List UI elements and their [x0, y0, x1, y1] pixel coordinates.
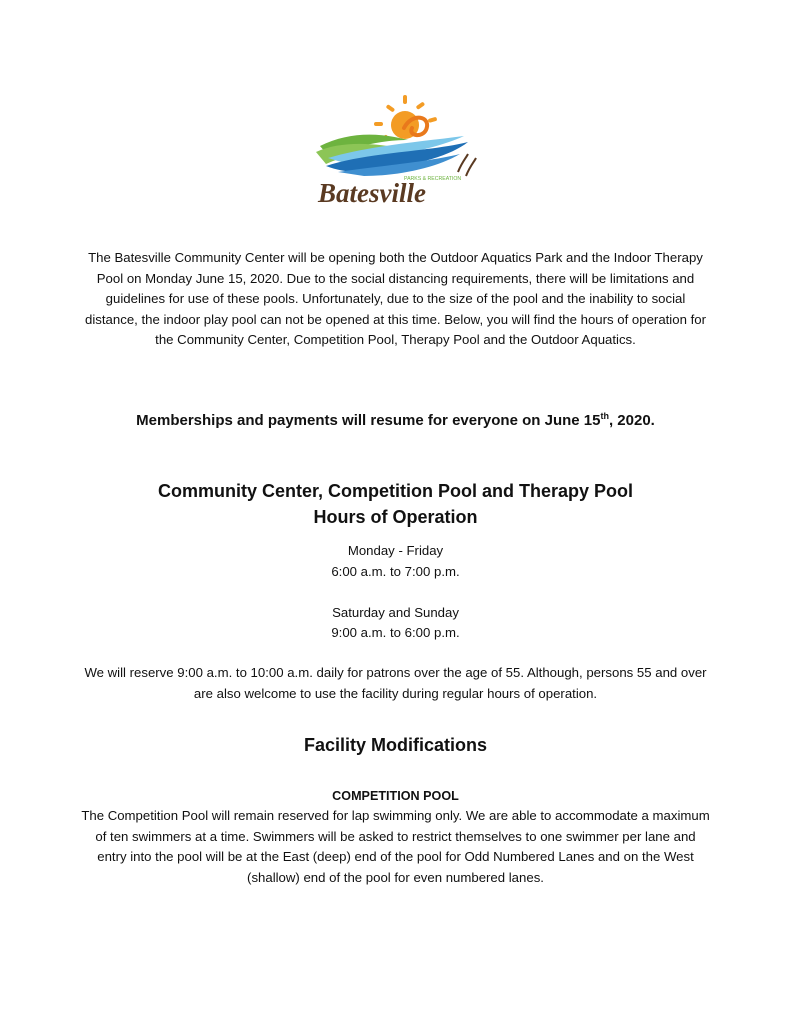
logo-graphic: [308, 92, 484, 210]
hours-title-line2: Hours of Operation: [313, 507, 478, 527]
logo-tagline: PARKS & RECREATION: [404, 176, 462, 182]
batesville-parks-logo: [308, 92, 484, 210]
weekday-hours: 6:00 a.m. to 7:00 p.m.: [331, 563, 460, 579]
memberships-superscript: th: [600, 411, 609, 421]
memberships-text-end: , 2020.: [608, 412, 655, 429]
memberships-notice: [80, 410, 711, 432]
hours-section-title: [80, 478, 711, 530]
facility-modifications-title: Facility Modifications: [303, 735, 488, 755]
competition-pool-heading: COMPETITION POOL: [332, 789, 459, 803]
weekend-hours: 9:00 a.m. to 6:00 p.m.: [331, 625, 460, 641]
hours-list: [80, 541, 711, 644]
hours-title-line1: Community Center, Competition Pool and Therapy Pool: [157, 481, 634, 501]
memberships-text: Memberships and payments will resume for everyone on June 15: [136, 412, 601, 429]
logo-brand-name: Batesville: [318, 178, 426, 208]
competition-pool-body: The Competition Pool will remain reserved for lap swimming only. We are able to accommodate a maximum of ten swimmers at a time. Swimmers will be asked to restrict themselves to one swimmer per lane and entry into the pool will be at the East (deep) end of the pool for Odd Numbered Lanes and on the West (shallow) end of the pool for even numbered lanes.: [81, 808, 710, 885]
weekend-label: Saturday and Sunday: [332, 604, 459, 620]
intro-paragraph: The Batesville Community Center will be opening both the Outdoor Aquatics Park and the Indoor Therapy Pool on Monday June 15, 2020. Due to the social distancing requirements, there will be limitations and guidelines for use of these pools. Unfortunately, due to the size of the pool and the inability to social distance, the indoor play pool can not be opened at this time. Below, you will find the hours of operation for the Community Center, Competition Pool, Therapy Pool and the Outdoor Aquatics.: [85, 250, 706, 348]
weekday-label: Monday - Friday: [347, 543, 444, 558]
senior-hours-note: We will reserve 9:00 a.m. to 10:00 a.m. daily for patrons over the age of 55. Although, persons 55 and over are also welcome to use the facility during regular hours of operation.: [84, 665, 707, 701]
